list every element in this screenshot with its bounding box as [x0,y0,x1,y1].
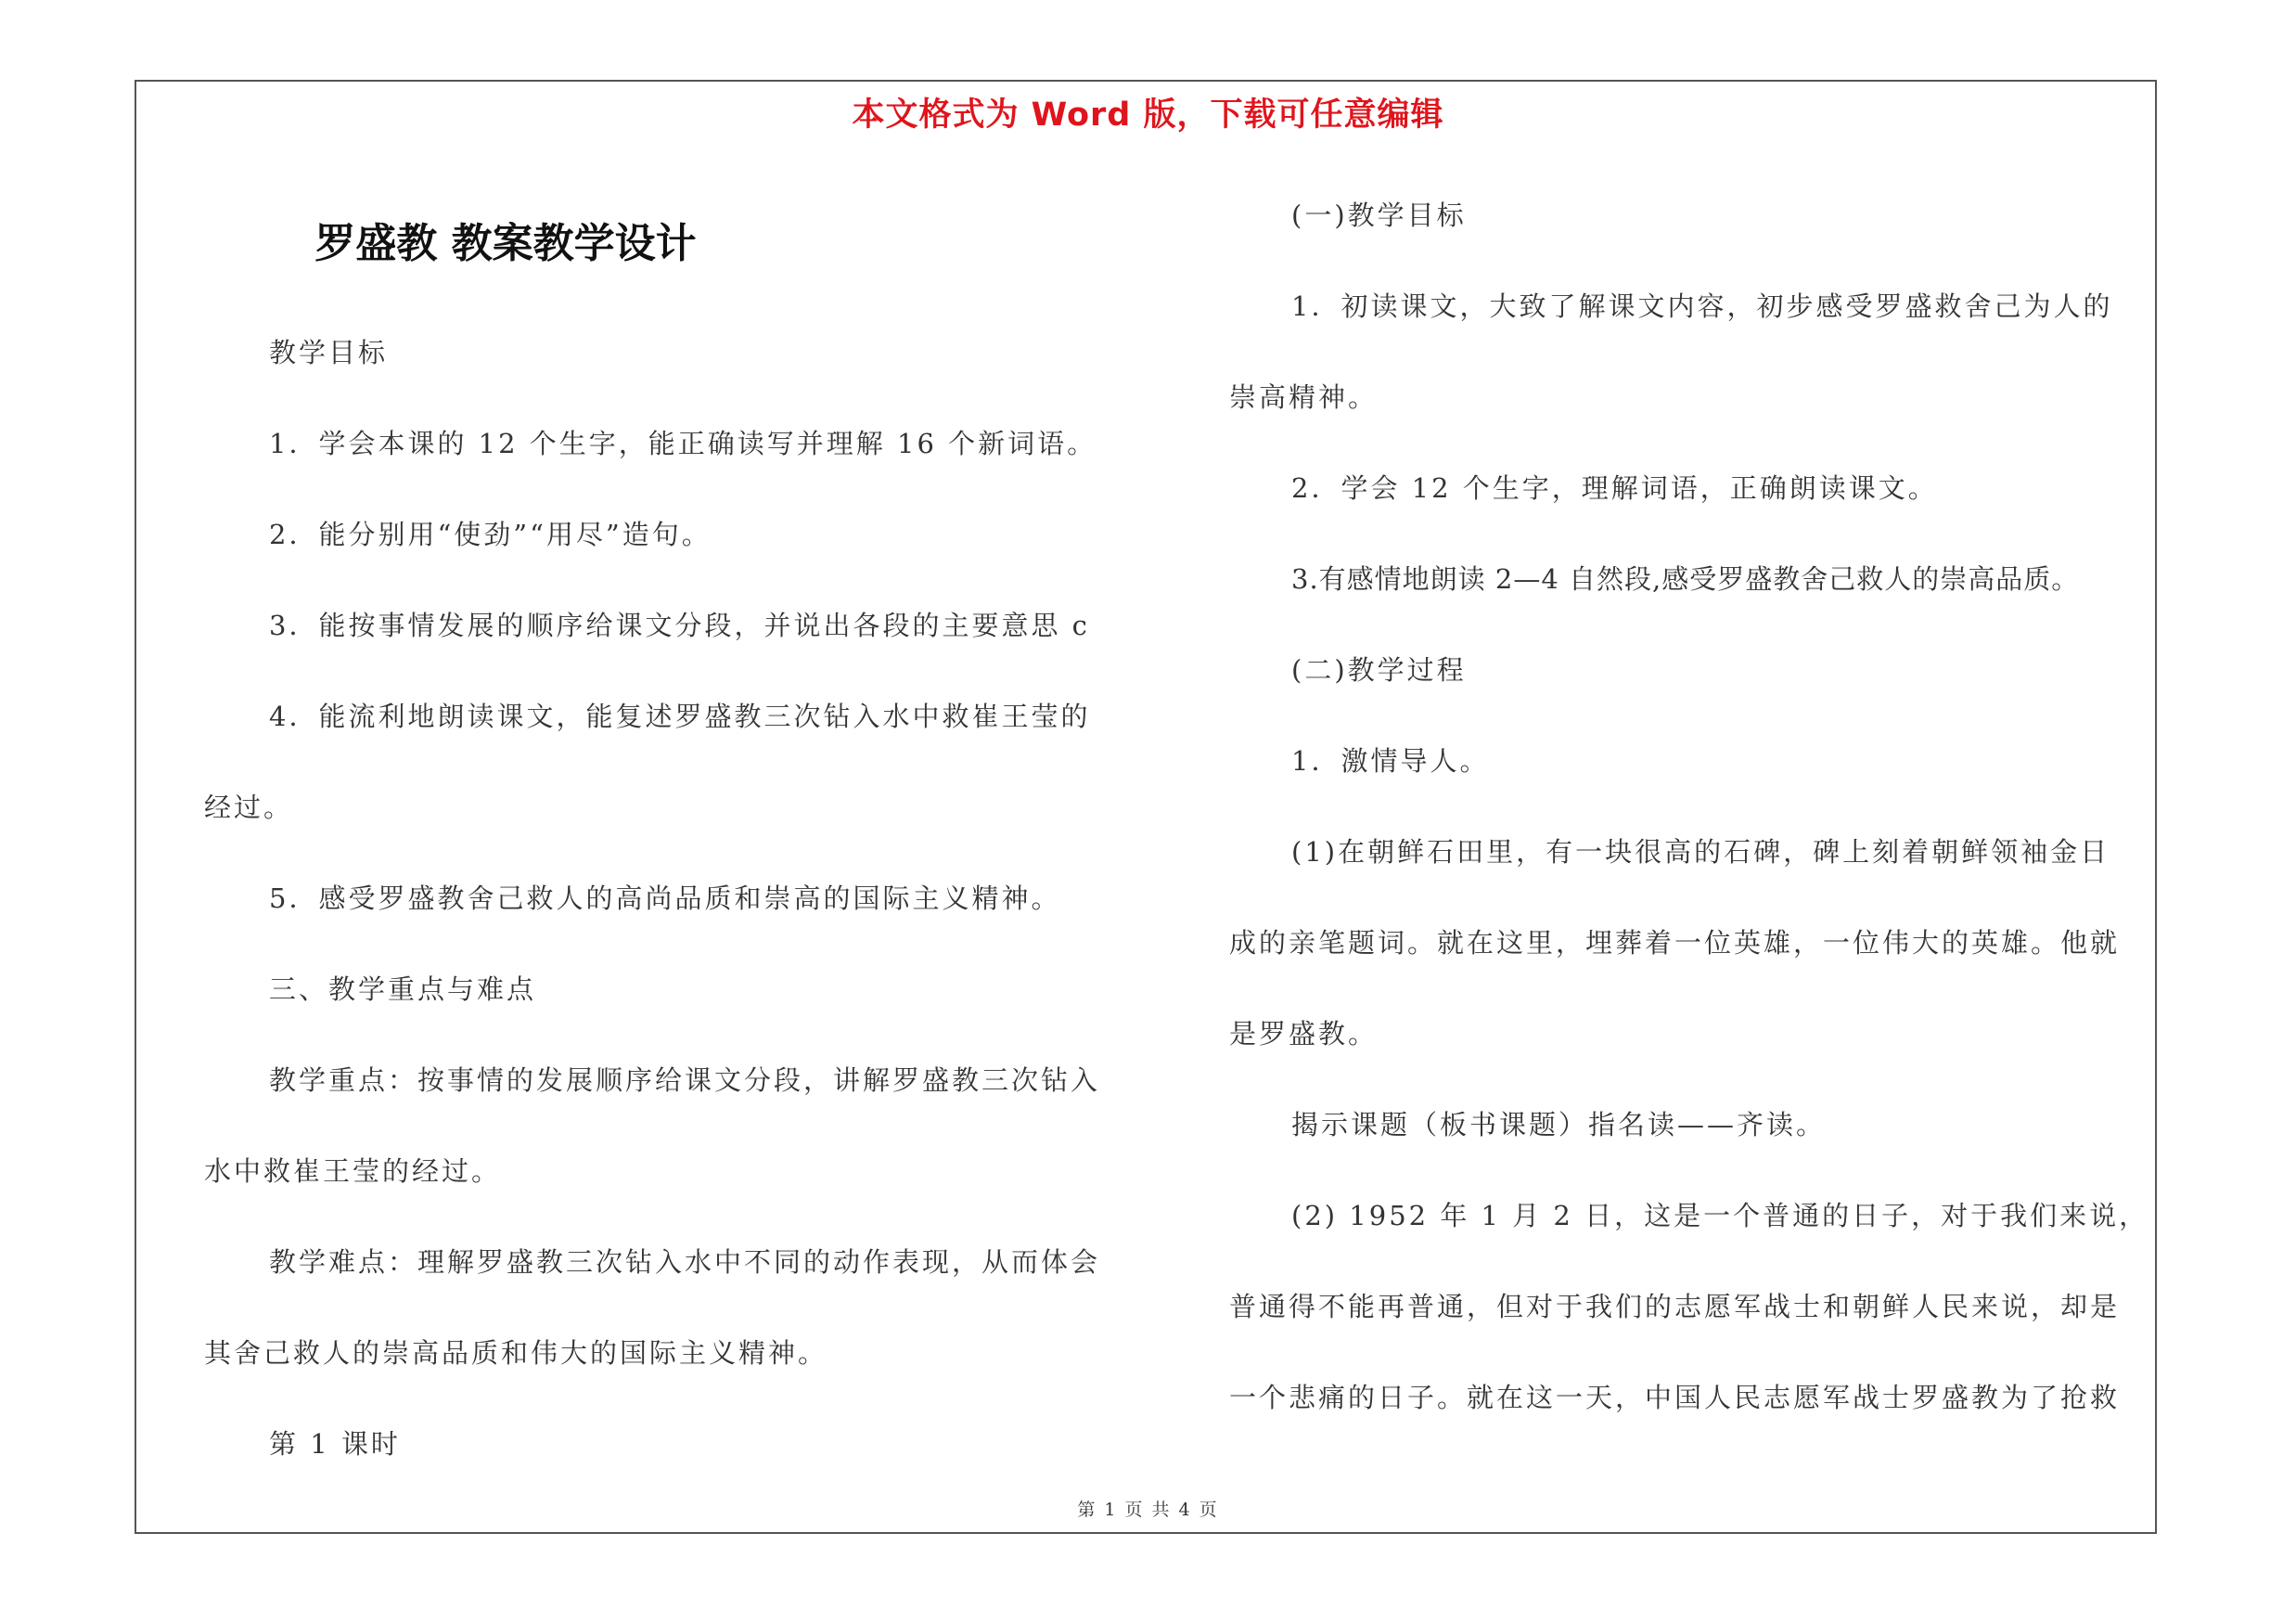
left-line-3: 3．能按事情发展的顺序给课文分段，并说出各段的主要意思 c [269,610,1090,641]
right-line-7: (1)在朝鲜石田里，有一块很高的石碑，碑上刻着朝鲜领袖金日 [1291,836,2110,868]
right-line-0: (一)教学目标 [1291,200,1467,231]
right-line-13: 一个悲痛的日子。就在这一天，中国人民志愿军战士罗盛教为了抢救 [1229,1382,2121,1413]
document-title: 罗盛教 教案教学设计 [314,220,697,267]
left-line-5: 经过。 [204,792,294,823]
right-line-10: 揭示课题（板书课题）指名读——齐读。 [1291,1109,1827,1140]
left-line-9: 水中救崔王莹的经过。 [204,1155,502,1187]
page-number: 第 1 页 共 4 页 [1077,1500,1219,1520]
left-line-10: 教学难点：理解罗盛教三次钻入水中不同的动作表现，从而体会 [269,1246,1101,1278]
right-line-5: (二)教学过程 [1291,654,1467,686]
right-line-8: 成的亲笔题词。就在这里，埋葬着一位英雄，一位伟大的英雄。他就 [1229,927,2121,959]
right-line-11: (2) 1952 年 1 月 2 日，这是一个普通的日子，对于我们来说， [1291,1200,2149,1231]
left-line-6: 5．感受罗盛教舍己救人的高尚品质和崇高的国际主义精神。 [269,882,1061,914]
left-line-12: 第 1 课时 [269,1428,401,1460]
right-line-6: 1．激情导人。 [1291,745,1490,777]
right-line-2: 崇高精神。 [1229,381,1379,413]
right-line-9: 是罗盛教。 [1229,1018,1379,1050]
left-line-4: 4．能流利地朗读课文，能复述罗盛教三次钻入水中救崔王莹的 [269,701,1091,732]
left-line-0: 教学目标 [269,337,389,368]
right-line-4: 3.有感情地朗读 2—4 自然段,感受罗盛教舍己救人的崇高品质。 [1291,563,2080,595]
right-line-3: 2．学会 12 个生字，理解词语，正确朗读课文。 [1291,472,1938,504]
format-banner: 本文格式为 Word 版，下载可任意编辑 [852,97,1444,134]
left-line-2: 2．能分别用“使劲”“用尽”造句。 [269,519,712,550]
left-line-11: 其舍己救人的崇高品质和伟大的国际主义精神。 [204,1337,828,1369]
left-line-1: 1．学会本课的 12 个生字，能正确读写并理解 16 个新词语。 [269,428,1097,459]
left-line-7: 三、教学重点与难点 [269,973,537,1005]
right-line-1: 1．初读课文，大致了解课文内容，初步感受罗盛救舍己为人的 [1291,290,2113,322]
right-line-12: 普通得不能再普通，但对于我们的志愿军战士和朝鲜人民来说，却是 [1229,1291,2121,1322]
left-line-8: 教学重点：按事情的发展顺序给课文分段，讲解罗盛教三次钻入 [269,1064,1101,1096]
